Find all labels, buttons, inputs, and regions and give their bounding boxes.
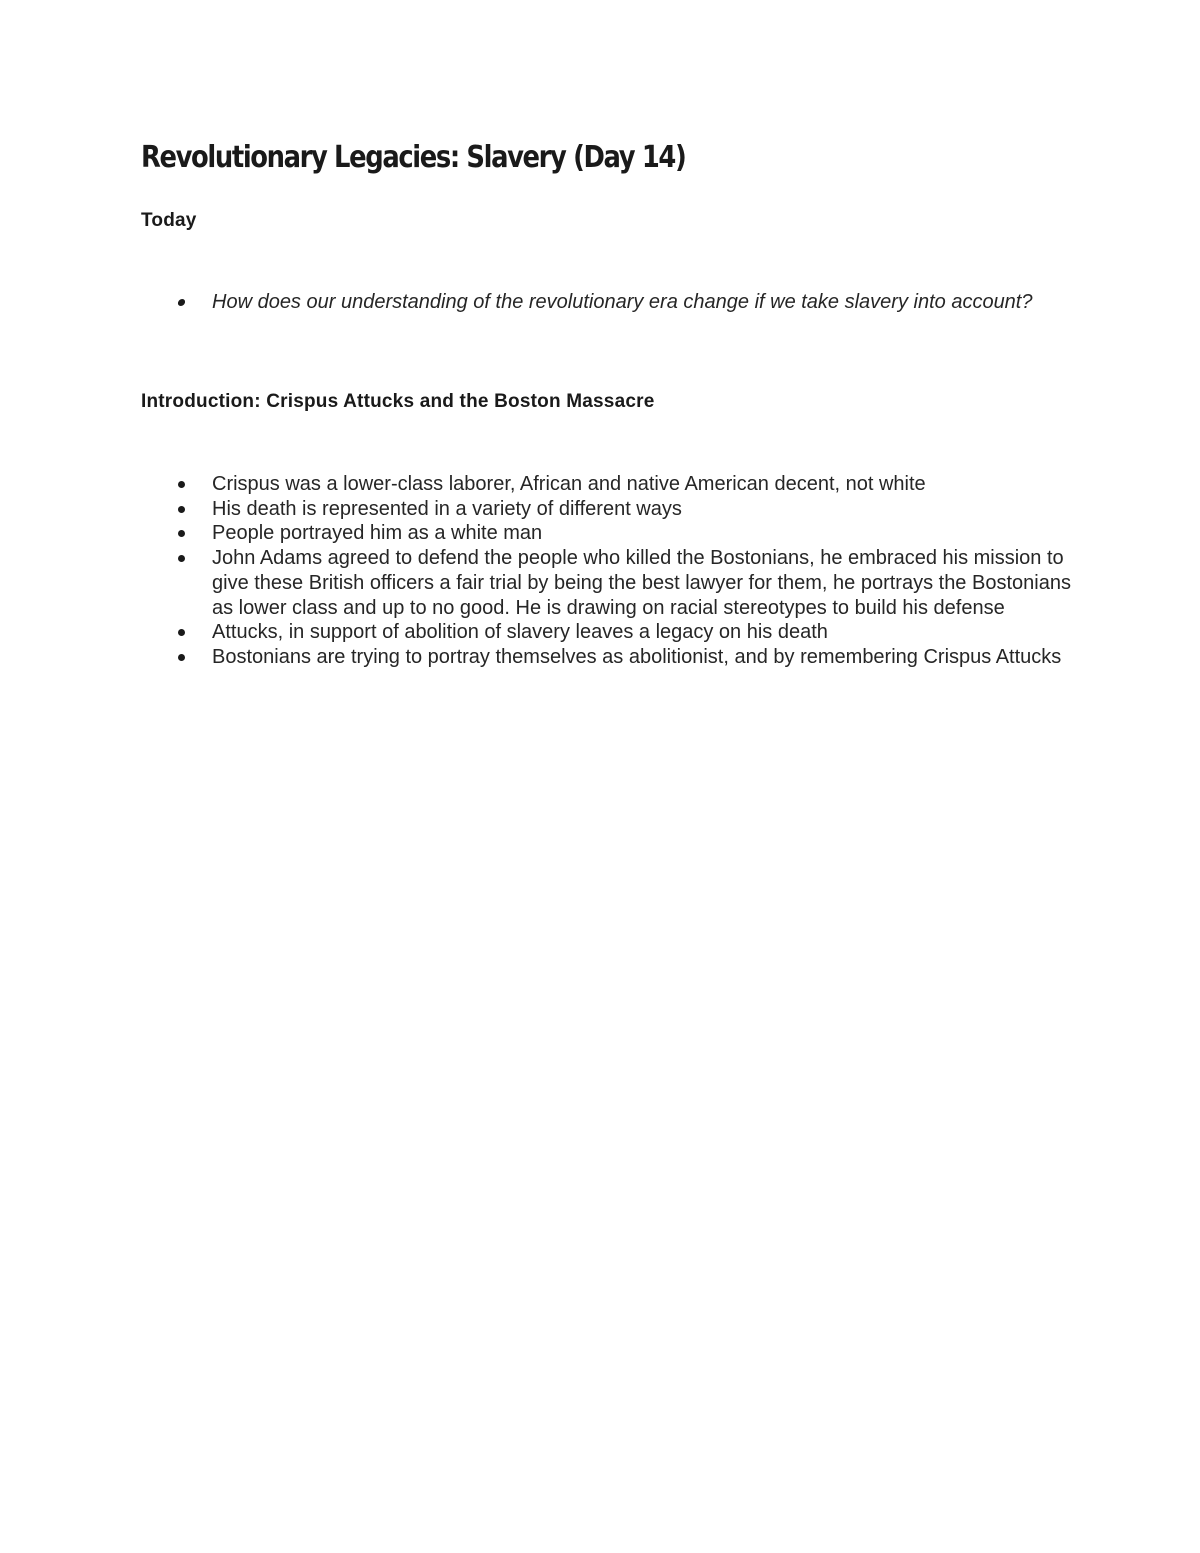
bullet-icon xyxy=(178,629,185,636)
list-item-text: John Adams agreed to defend the people who killed the Bostonians, he embraced his mission to give these British officers a fair trial by being the best lawyer for them, he portrays the Bostonians as lower class and up to no good. He is drawing on racial stereotypes to build his defense xyxy=(212,547,1071,619)
list-item-text: People portrayed him as a white man xyxy=(212,522,543,545)
bullet-icon xyxy=(178,555,185,562)
list-item xyxy=(174,472,1074,497)
list-item-text: How does our understanding of the revolutionary era change if we take slavery into account? xyxy=(212,291,1033,313)
list-item xyxy=(174,546,1074,620)
bullet-icon xyxy=(178,654,185,661)
list-item xyxy=(174,290,1074,315)
section-heading-today: Today xyxy=(141,210,197,231)
list-item xyxy=(174,645,1074,670)
list-item-text: Bostonians are trying to portray themselves as abolitionist, and by remembering Crispus Attucks xyxy=(212,645,1062,668)
list-item xyxy=(174,620,1074,645)
introduction-bullet-list xyxy=(174,472,1074,670)
document-title: Revolutionary Legacies: Slavery (Day 14) xyxy=(141,140,686,175)
list-item-text: Attucks, in support of abolition of slavery leaves a legacy on his death xyxy=(212,621,828,644)
bullet-icon xyxy=(178,530,185,537)
list-item-text: His death is represented in a variety of different ways xyxy=(212,497,682,520)
list-item xyxy=(174,521,1074,546)
bullet-icon xyxy=(178,481,185,488)
today-bullet-list xyxy=(174,290,1074,315)
bullet-icon xyxy=(177,299,185,306)
section-heading-introduction: Introduction: Crispus Attucks and the Boston Massacre xyxy=(141,391,655,412)
list-item-text: Crispus was a lower-class laborer, African and native American decent, not white xyxy=(212,473,926,495)
list-item xyxy=(174,497,1074,522)
bullet-icon xyxy=(178,506,185,513)
